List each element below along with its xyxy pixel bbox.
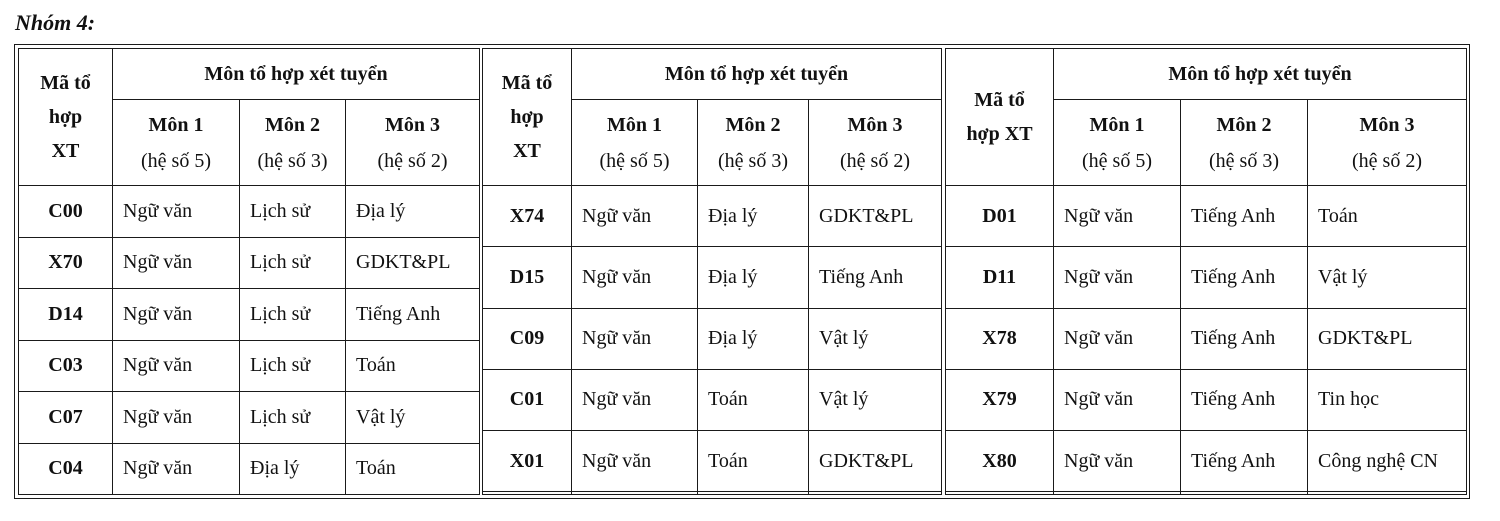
- subject-1-cell: [1054, 492, 1181, 495]
- subject-2-cell: [698, 492, 809, 495]
- combination-code: X70: [19, 237, 113, 289]
- subject-1-cell: Ngữ văn: [572, 369, 698, 430]
- table-row: [483, 247, 942, 308]
- table-row: [19, 237, 480, 289]
- subject-1-cell: Ngữ văn: [113, 443, 240, 495]
- subject-3-cell: Tin học: [1308, 369, 1467, 430]
- combination-code: C07: [19, 392, 113, 444]
- subject-2-cell: Lịch sử: [240, 186, 346, 238]
- subject-2-cell: Tiếng Anh: [1181, 247, 1308, 308]
- subject-1-cell: Ngữ văn: [113, 340, 240, 392]
- subject-3-header: Môn 3 (hệ số 2): [809, 100, 942, 186]
- subject-2-cell: [1181, 492, 1308, 495]
- combination-code: C09: [483, 308, 572, 369]
- subject-2-cell: Toán: [698, 369, 809, 430]
- subject-3-cell: Toán: [346, 443, 480, 495]
- subject-3-cell: Công nghệ CN: [1308, 431, 1467, 492]
- combination-code: D14: [19, 289, 113, 341]
- subject-1-cell: Ngữ văn: [572, 186, 698, 247]
- subject-1-cell: Ngữ văn: [113, 186, 240, 238]
- subject-3-cell: GDKT&PL: [346, 237, 480, 289]
- subject-combination-table: [14, 44, 1470, 499]
- subject-1-header: Môn 1 (hệ số 5): [113, 100, 240, 186]
- subject-2-cell: Địa lý: [698, 308, 809, 369]
- subject-3-cell: Vật lý: [346, 392, 480, 444]
- subject-2-cell: Lịch sử: [240, 237, 346, 289]
- subject-1-cell: Ngữ văn: [1054, 247, 1181, 308]
- table-row: [946, 186, 1467, 247]
- table-row: [946, 308, 1467, 369]
- subject-1-cell: Ngữ văn: [1054, 308, 1181, 369]
- table-row: [19, 186, 480, 238]
- subject-1-cell: Ngữ văn: [113, 237, 240, 289]
- table-row: [19, 289, 480, 341]
- combination-code: [483, 492, 572, 495]
- combination-code: [946, 492, 1054, 495]
- subject-1-cell: [572, 492, 698, 495]
- table-row: [946, 431, 1467, 492]
- subject-3-cell: Vật lý: [809, 369, 942, 430]
- table-row: [483, 308, 942, 369]
- subject-2-cell: Địa lý: [698, 186, 809, 247]
- subject-3-cell: Vật lý: [809, 308, 942, 369]
- subject-3-cell: GDKT&PL: [1308, 308, 1467, 369]
- table-row: [19, 340, 480, 392]
- table-row: [483, 431, 942, 492]
- subject-3-cell: Toán: [1308, 186, 1467, 247]
- page-title: Nhóm 4:: [15, 10, 96, 35]
- table-block-3: [945, 48, 1466, 495]
- table-row: [946, 247, 1467, 308]
- subject-1-cell: Ngữ văn: [1054, 431, 1181, 492]
- subject-1-header: Môn 1 (hệ số 5): [1054, 100, 1181, 186]
- subject-2-cell: Địa lý: [240, 443, 346, 495]
- subject-1-cell: Ngữ văn: [113, 392, 240, 444]
- combination-code: X01: [483, 431, 572, 492]
- subject-1-cell: Ngữ văn: [1054, 369, 1181, 430]
- subject-2-header: Môn 2 (hệ số 3): [240, 100, 346, 186]
- combination-code: X74: [483, 186, 572, 247]
- subject-1-cell: Ngữ văn: [572, 247, 698, 308]
- subject-2-cell: Tiếng Anh: [1181, 369, 1308, 430]
- group-header: Môn tổ hợp xét tuyển: [1054, 49, 1467, 100]
- subject-3-cell: Địa lý: [346, 186, 480, 238]
- subject-1-cell: Ngữ văn: [572, 431, 698, 492]
- subject-2-cell: Tiếng Anh: [1181, 308, 1308, 369]
- table-row: [19, 443, 480, 495]
- subject-2-cell: Tiếng Anh: [1181, 186, 1308, 247]
- table-row: [946, 492, 1467, 495]
- subject-1-header: Môn 1 (hệ số 5): [572, 100, 698, 186]
- table-row: [483, 492, 942, 495]
- table-row: [483, 369, 942, 430]
- subject-2-cell: Địa lý: [698, 247, 809, 308]
- combination-code: C03: [19, 340, 113, 392]
- combination-code: X80: [946, 431, 1054, 492]
- subject-3-cell: [1308, 492, 1467, 495]
- combination-code: D11: [946, 247, 1054, 308]
- combination-code: C00: [19, 186, 113, 238]
- subject-3-cell: GDKT&PL: [809, 186, 942, 247]
- table-block-1: [18, 48, 479, 495]
- combination-code: D01: [946, 186, 1054, 247]
- subject-3-cell: Tiếng Anh: [346, 289, 480, 341]
- code-header: Mã tổ hợp XT: [946, 49, 1054, 186]
- table-block-2: [482, 48, 941, 495]
- subject-1-cell: Ngữ văn: [1054, 186, 1181, 247]
- combination-code: X79: [946, 369, 1054, 430]
- subject-3-cell: Vật lý: [1308, 247, 1467, 308]
- code-header: Mã tổ hợp XT: [19, 49, 113, 186]
- subject-3-cell: [809, 492, 942, 495]
- table-row: [946, 369, 1467, 430]
- subject-2-header: Môn 2 (hệ số 3): [1181, 100, 1308, 186]
- subject-2-cell: Tiếng Anh: [1181, 431, 1308, 492]
- group-header: Môn tổ hợp xét tuyển: [113, 49, 480, 100]
- subject-2-header: Môn 2 (hệ số 3): [698, 100, 809, 186]
- subject-3-header: Môn 3 (hệ số 2): [1308, 100, 1467, 186]
- subject-2-cell: Lịch sử: [240, 289, 346, 341]
- combination-code: C04: [19, 443, 113, 495]
- subject-1-cell: Ngữ văn: [113, 289, 240, 341]
- subject-3-cell: GDKT&PL: [809, 431, 942, 492]
- subject-2-cell: Toán: [698, 431, 809, 492]
- table-row: [483, 186, 942, 247]
- subject-2-cell: Lịch sử: [240, 340, 346, 392]
- combination-code: C01: [483, 369, 572, 430]
- subject-1-cell: Ngữ văn: [572, 308, 698, 369]
- subject-2-cell: Lịch sử: [240, 392, 346, 444]
- subject-3-cell: Toán: [346, 340, 480, 392]
- group-header: Môn tổ hợp xét tuyển: [572, 49, 942, 100]
- subject-3-header: Môn 3 (hệ số 2): [346, 100, 480, 186]
- subject-3-cell: Tiếng Anh: [809, 247, 942, 308]
- code-header: Mã tổ hợp XT: [483, 49, 572, 186]
- table-row: [19, 392, 480, 444]
- combination-code: X78: [946, 308, 1054, 369]
- combination-code: D15: [483, 247, 572, 308]
